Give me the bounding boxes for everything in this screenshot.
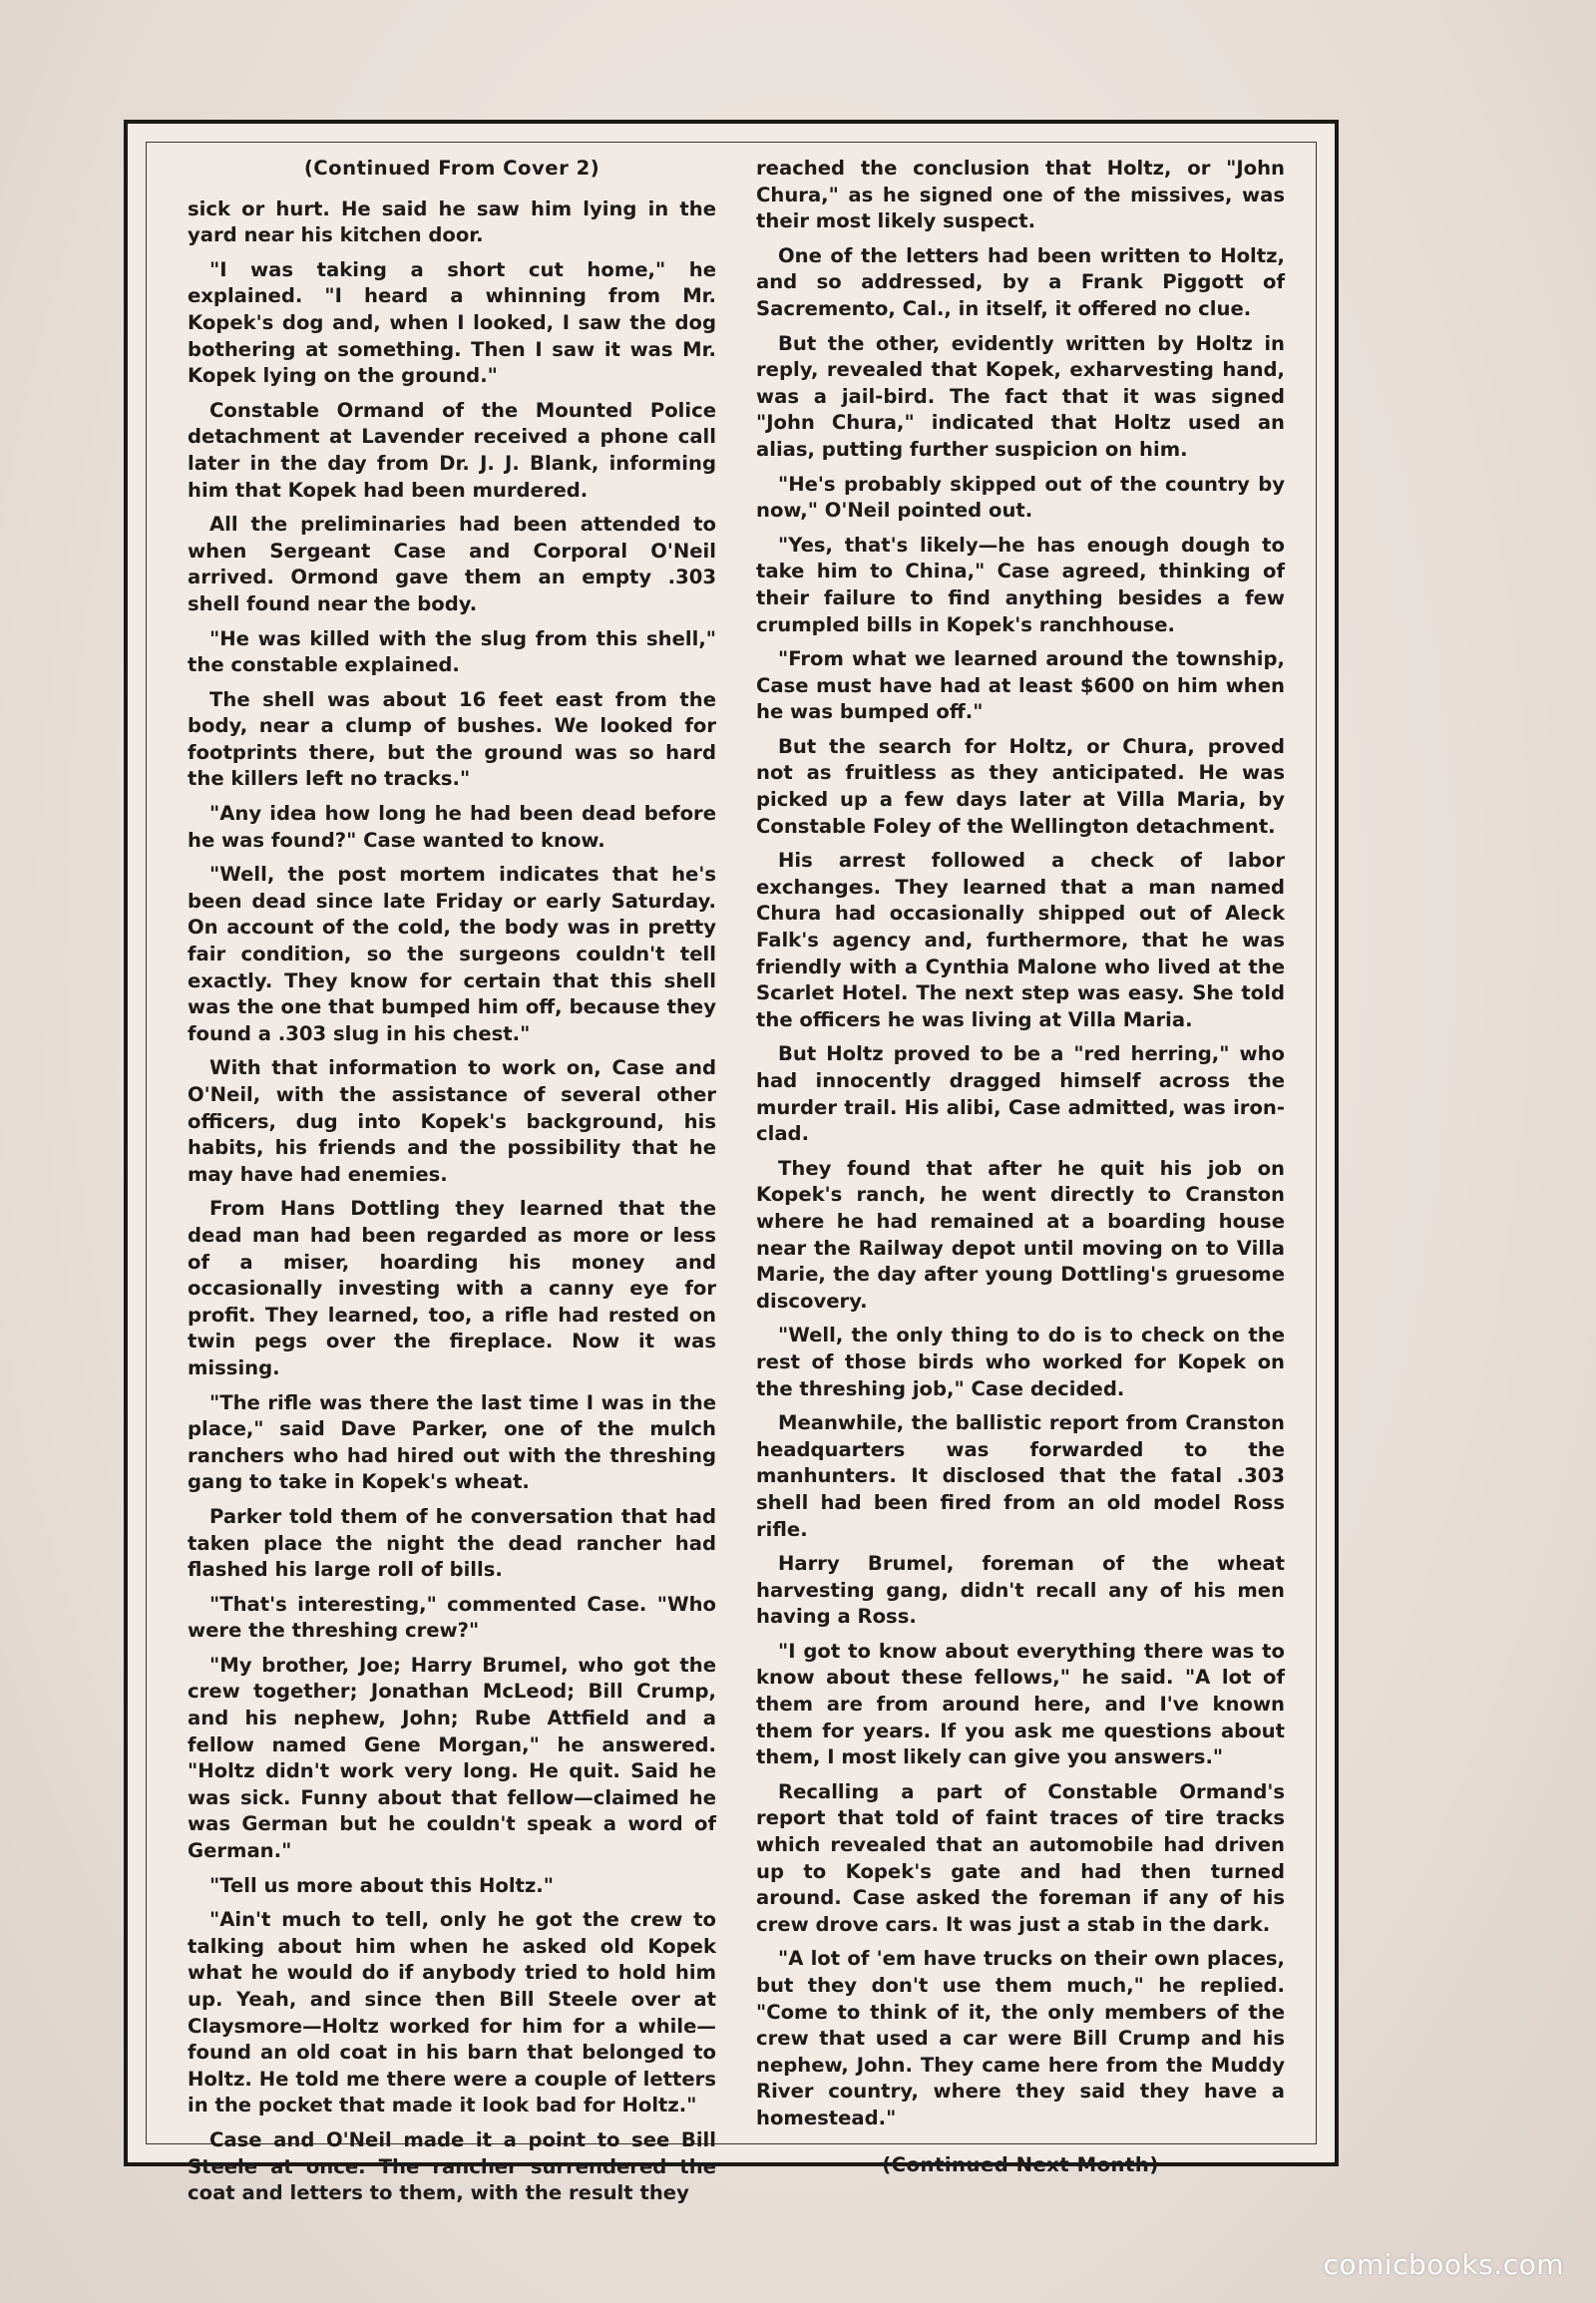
article-frame (124, 120, 1339, 2205)
paragraph: Constable Ormand of the Mounted Police detachment at Lavender received a phone call later in the day from Dr. J. J. Blank, informing him that Kopek had been murdered. (188, 398, 716, 502)
paragraph: Harry Brumel, foreman of the wheat harvesting gang, didn't recall any of his men having a Ross. (756, 1552, 1285, 1629)
paragraph: "A lot of 'em have trucks on their own places, but they don't use them much," he replied. "Come to think of it, the only members of the crew that used a car were Bill Crump and his nephew, John. They came here from the Muddy River country, where they said they have a homestead." (756, 1947, 1285, 2129)
paragraph: His arrest followed a check of labor exchanges. They learned that a man named Chura had occasionally shipped out of Aleck Falk's agency and, furthermore, that he was friendly with a Cynthia Malone who lived at the Scarlet Hotel. The next step was easy. She told the officers he was living at Villa Maria. (756, 849, 1285, 1031)
paragraph: "He's probably skipped out of the country by now," O'Neil pointed out. (756, 472, 1285, 523)
paragraph: "I got to know about everything there was to know about these fellows," he said. "A lot of them are from around here, and I've known them for years. If you ask me questions about them, I most likely can give you answers." (756, 1639, 1285, 1769)
paragraph: With that information to work on, Case and O'Neil, with the assistance of several other officers, dug into Kopek's background, his habits, his friends and the possibility that he may have had enemies. (188, 1056, 716, 1186)
paragraph: The shell was about 16 feet east from the body, near a clump of bushes. We looked for footprints there, but the ground was so hard the killers left no tracks." (188, 687, 716, 791)
continued-next-month: (Continued Next Month) (882, 2152, 1159, 2176)
paragraph: Parker told them of he conversation that had taken place the night the dead rancher had flashed his large roll of bills. (188, 1504, 716, 1582)
paragraph: One of the letters had been written to Holtz, and so addressed, by a Frank Piggott of Sacremento, Cal., in itself, it offered no clue. (756, 243, 1285, 320)
paragraph: "He was killed with the slug from this shell," the constable explained. (188, 626, 716, 677)
paragraph: Recalling a part of Constable Ormand's report that told of faint traces of tire tracks which revealed that an automobile had driven up to Kopek's gate and had then turned around. Case asked the foreman if any of his crew drove cars. It was just a stab in the dark. (756, 1779, 1285, 1936)
paragraph: "My brother, Joe; Harry Brumel, who got the crew together; Jonathan McLeod; Bill Crump, and his nephew, John; Rube Attfield and a fellow named Gene Morgan," he answered. "Holtz didn't work very long. He quit. Said he was sick. Funny about that fellow—claimed he was German but he couldn't speak a word of German." (188, 1653, 716, 1863)
paragraph: reached the conclusion that Holtz, or "John Chura," as he signed one of the missives, was their most likely suspect. (756, 157, 1285, 233)
article-columns (188, 156, 1285, 2215)
watermark: comicbooks.com (1323, 2248, 1564, 2281)
paragraph: sick or hurt. He said he saw him lying in the yard near his kitchen door. (188, 196, 716, 247)
paragraph: "The rifle was there the last time I was in the place," said Dave Parker, one of the mulch ranchers who had hired out with the threshing gang to take in Kopek's wheat. (188, 1390, 716, 1494)
paragraph: They found that after he quit his job on Kopek's ranch, he went directly to Cranston where he had remained at a boarding house near the Railway depot until moving on to Villa Marie, the day after young Dottling's gruesome discovery. (756, 1156, 1285, 1313)
paragraph: Meanwhile, the ballistic report from Cranston headquarters was forwarded to the manhunters. It disclosed that the fatal .303 shell had been fired from an old model Ross rifle. (756, 1411, 1285, 1541)
paragraph: But the other, evidently written by Holtz in reply, revealed that Kopek, exharvesting hand, was a jail-bird. The fact that it was signed "John Chura," indicated that Holtz used an alias, putting further suspicion on him. (756, 331, 1285, 461)
paragraph: "Any idea how long he had been dead before he was found?" Case wanted to know. (188, 802, 716, 852)
paragraph: But the search for Holtz, or Chura, proved not as fruitless as they anticipated. He was picked up a few days later at Villa Maria, by Constable Foley of the Wellington detachment. (756, 734, 1285, 838)
left-column (188, 156, 716, 2215)
paragraph: "Ain't much to tell, only he got the crew to talking about him when he asked old Kopek what he would do if anybody tried to hold him up. Yeah, and since then Bill Steele over at Claysmore—Holtz worked for him for a while—found an old coat in his barn that belonged to Holtz. He told me there were a couple of letters in the pocket that made it look bad for Holtz." (188, 1908, 716, 2117)
paragraph: Case and O'Neil made it a point to see Bill Steele at once. The rancher surrendered the coat and letters to them, with the result they (188, 2127, 716, 2205)
paragraph: "Tell us more about this Holtz." (209, 1873, 554, 1897)
paragraph: "That's interesting," commented Case. "Who were the threshing crew?" (188, 1592, 716, 1643)
paragraph: All the preliminaries had been attended to when Sergeant Case and Corporal O'Neil arrived. Ormond gave them an empty .303 shell found near the body. (188, 513, 716, 615)
paragraph: "Well, the only thing to do is to check on the rest of those birds who worked for Kopek on the threshing job," Case decided. (756, 1324, 1285, 1400)
paragraph: But Holtz proved to be a "red herring," who had innocently dragged himself across the murder trail. His alibi, Case admitted, was iron-clad. (756, 1042, 1285, 1146)
paragraph: "From what we learned around the township, Case must have had at least $600 on him when he was bumped off." (756, 647, 1285, 724)
right-column (756, 156, 1285, 2215)
paragraph: "Well, the post mortem indicates that he's been dead since late Friday or early Saturday. On account of the cold, the body was in pretty fair condition, so the surgeons couldn't tell exactly. They know for certain that this shell was the one that bumped him off, because they found a .303 slug in his chest." (188, 863, 716, 1045)
paragraph: From Hans Dottling they learned that the dead man had been regarded as more or less of a miser, hoarding his money and occasionally investing with a canny eye for profit. They learned, too, a rifle had rested on twin pegs over the fireplace. Now it was missing. (188, 1197, 716, 1379)
paragraph: "I was taking a short cut home," he explained. "I heard a whinning from Mr. Kopek's dog and, when I looked, I saw the dog bothering at something. Then I saw it was Mr. Kopek lying on the ground." (188, 257, 716, 388)
paragraph: "Yes, that's likely—he has enough dough to take him to China," Case agreed, thinking of their failure to find anything besides a few crumpled bills in Kopek's ranchhouse. (756, 533, 1285, 636)
continued-heading: (Continued From Cover 2) (303, 157, 600, 180)
